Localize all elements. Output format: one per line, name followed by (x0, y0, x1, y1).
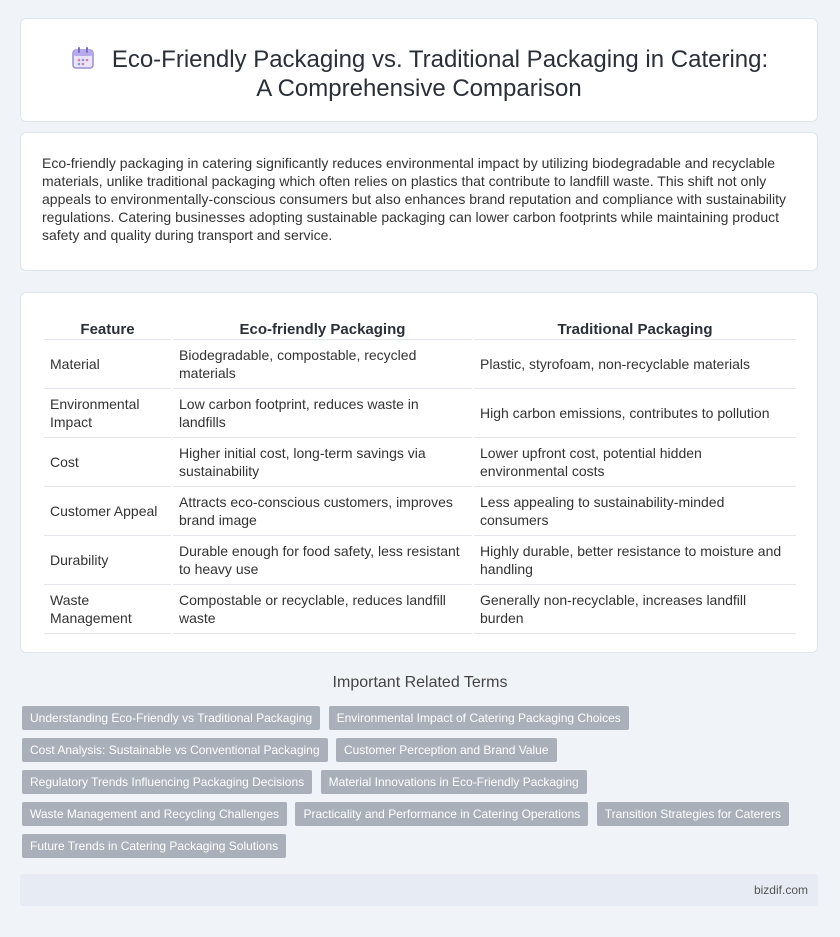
table-row (44, 389, 796, 438)
comparison-table (42, 314, 798, 634)
table-header-row (44, 314, 796, 340)
related-term-tag[interactable]: Environmental Impact of Catering Packaging Choices (329, 706, 629, 730)
traditional-cell: Generally non-recyclable, increases landfill burden (474, 585, 796, 634)
table-row (44, 585, 796, 634)
related-term-tag[interactable]: Waste Management and Recycling Challenges (22, 802, 287, 826)
related-terms-list (22, 706, 818, 866)
related-term-tag[interactable]: Cost Analysis: Sustainable vs Conventional Packaging (22, 738, 328, 762)
traditional-cell: Plastic, styrofoam, non-recyclable materials (474, 340, 796, 389)
eco-cell: Biodegradable, compostable, recycled materials (173, 340, 472, 389)
column-header: Feature (44, 314, 171, 340)
related-term-tag[interactable]: Future Trends in Catering Packaging Solutions (22, 834, 286, 858)
site-name[interactable]: bizdif.com (753, 883, 808, 897)
title-card (20, 18, 818, 122)
intro-paragraph: Eco-friendly packaging in catering significantly reduces environmental impact by utilizing biodegradable and recyclable materials, unlike traditional packaging which often relies on plastics that contribute to landfill waste. This shift not only appeals to environmentally-conscious consumers but also enhances brand reputation and compliance with sustainability regulations. Catering businesses adopting sustainable packaging can lower carbon footprints while maintaining product safety and quality during transport and service. (42, 155, 786, 243)
eco-cell: Compostable or recyclable, reduces landfill waste (173, 585, 472, 634)
traditional-cell: Less appealing to sustainability-minded consumers (474, 487, 796, 536)
page-title-text: Eco-Friendly Packaging vs. Traditional Packaging in Catering: A Comprehensive Comparison (111, 46, 769, 102)
feature-cell: Cost (44, 438, 171, 487)
related-term-tag[interactable]: Understanding Eco-Friendly vs Traditional Packaging (22, 706, 320, 730)
related-term-tag[interactable]: Material Innovations in Eco-Friendly Packaging (321, 770, 587, 794)
column-header: Traditional Packaging (474, 314, 796, 340)
table-row (44, 340, 796, 389)
table-row (44, 438, 796, 487)
related-terms-heading: Important Related Terms (332, 674, 508, 691)
eco-cell: Attracts eco-conscious customers, improves brand image (173, 487, 472, 536)
footer-bar (20, 874, 818, 906)
related-term-tag[interactable]: Customer Perception and Brand Value (336, 738, 557, 762)
feature-cell: Customer Appeal (44, 487, 171, 536)
related-term-tag[interactable]: Transition Strategies for Caterers (597, 802, 789, 826)
traditional-cell: Lower upfront cost, potential hidden environmental costs (474, 438, 796, 487)
eco-cell: Low carbon footprint, reduces waste in landfills (173, 389, 472, 438)
comparison-card (20, 292, 818, 653)
page-title (61, 45, 777, 103)
feature-cell: Environmental Impact (44, 389, 171, 438)
feature-cell: Material (44, 340, 171, 389)
traditional-cell: High carbon emissions, contributes to pollution (474, 389, 796, 438)
related-term-tag[interactable]: Practicality and Performance in Catering Operations (295, 802, 588, 826)
table-row (44, 487, 796, 536)
eco-cell: Durable enough for food safety, less resistant to heavy use (173, 536, 472, 585)
eco-cell: Higher initial cost, long-term savings via sustainability (173, 438, 472, 487)
table-row (44, 536, 796, 585)
related-term-tag[interactable]: Regulatory Trends Influencing Packaging Decisions (22, 770, 312, 794)
column-header: Eco-friendly Packaging (173, 314, 472, 340)
feature-cell: Durability (44, 536, 171, 585)
calendar-icon (70, 45, 96, 71)
feature-cell: Waste Management (44, 585, 171, 634)
traditional-cell: Highly durable, better resistance to moisture and handling (474, 536, 796, 585)
intro-card (20, 132, 818, 271)
